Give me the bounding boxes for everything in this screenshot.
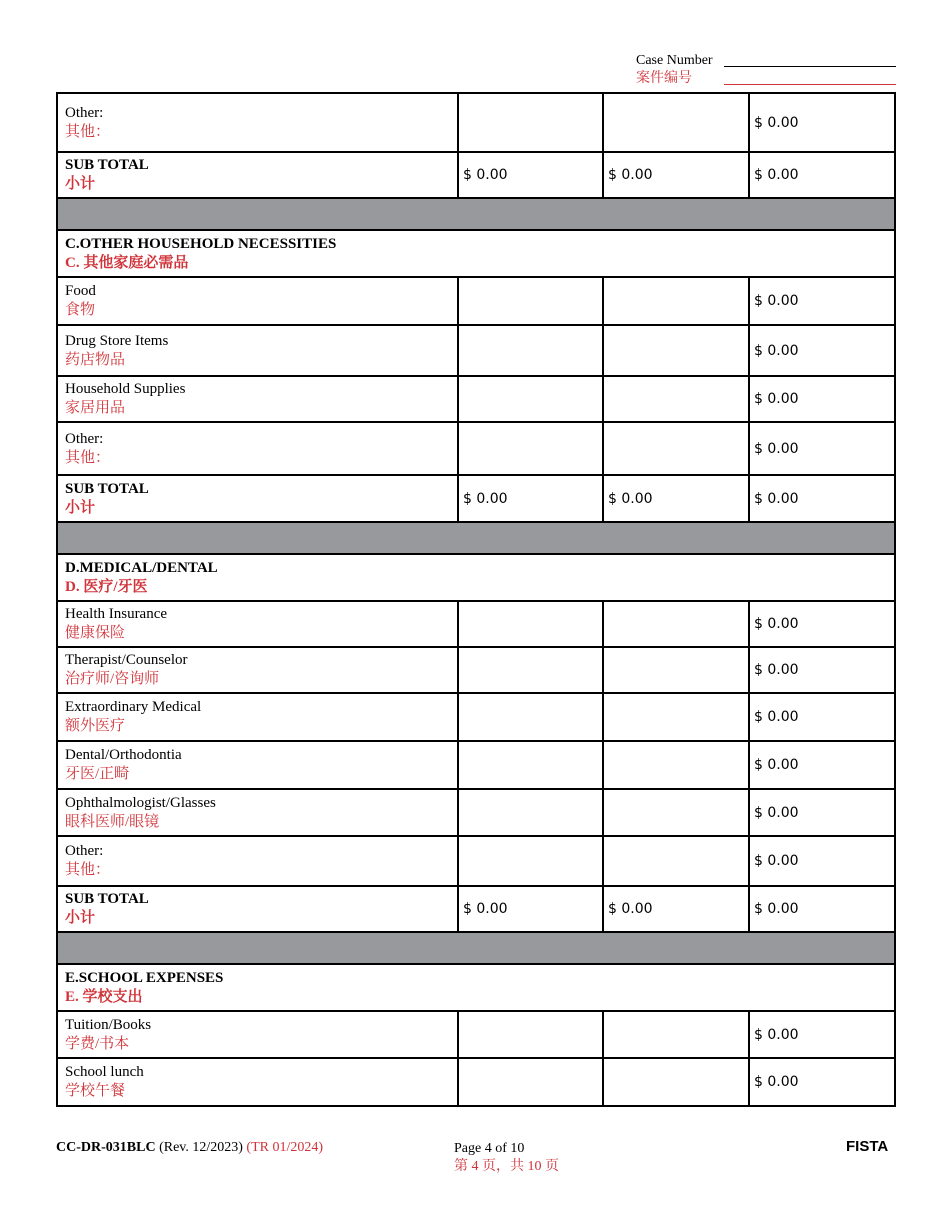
row-label: [57, 789, 458, 836]
label-en: Dental/Orthodontia: [65, 747, 182, 763]
label-en: Food: [65, 283, 96, 299]
amount-cell-3[interactable]: $ 0.00: [749, 475, 895, 522]
label-en: E.SCHOOL EXPENSES: [65, 969, 224, 986]
row-label: [57, 152, 458, 198]
label-zh: 其他：: [65, 862, 111, 878]
label-en: SUB TOTAL: [65, 157, 149, 173]
label-zh: 其他：: [65, 123, 111, 140]
section-header-row: [57, 964, 895, 1011]
amount-cell-1[interactable]: $ 0.00: [458, 886, 603, 932]
brand-label: FISTA: [846, 1138, 889, 1155]
label-en: Tuition/Books: [65, 1016, 152, 1033]
amount-cell-1[interactable]: $ 0.00: [458, 475, 603, 522]
divider-cell: [57, 522, 895, 554]
amount-cell-3[interactable]: $ 0.00: [749, 1058, 895, 1106]
case-number-field-zh[interactable]: [724, 70, 896, 85]
amount-cell-3[interactable]: $ 0.00: [749, 601, 895, 647]
label-en: Drug Store Items: [65, 332, 169, 349]
row-label: [57, 554, 895, 601]
label-zh: 其他：: [65, 449, 111, 466]
amount-cell-2[interactable]: [603, 741, 749, 789]
label-en: D.MEDICAL/DENTAL: [65, 559, 218, 576]
row-label: [57, 693, 458, 741]
label-en: Other:: [65, 104, 104, 121]
label-zh: 学校午餐: [65, 1083, 126, 1099]
subtotal-row: [57, 152, 895, 198]
page-number-en: Page 4 of 10: [454, 1141, 525, 1156]
amount-cell-3[interactable]: $ 0.00: [749, 1011, 895, 1058]
row-label: [57, 93, 458, 152]
row-label: [57, 1058, 458, 1106]
label-en: Household Supplies: [65, 381, 186, 397]
label-zh: 药店物品: [65, 351, 126, 368]
row-label: [57, 741, 458, 789]
amount-cell-1[interactable]: $ 0.00: [458, 152, 603, 198]
case-number-block: [636, 52, 896, 88]
label-zh: 健康保险: [65, 625, 126, 641]
row-label: [57, 647, 458, 693]
label-zh: 治疗师/咨询师: [65, 671, 160, 687]
expense-table: [56, 92, 896, 1107]
label-en: Health Insurance: [65, 606, 168, 622]
amount-cell-3[interactable]: $ 0.00: [749, 93, 895, 152]
amount-cell-3[interactable]: $ 0.00: [749, 325, 895, 376]
amount-cell-3[interactable]: $ 0.00: [749, 647, 895, 693]
label-en: Extraordinary Medical: [65, 699, 202, 715]
case-number-label: Case Number: [636, 53, 713, 68]
amount-cell-2[interactable]: $ 0.00: [603, 886, 749, 932]
amount-cell-3[interactable]: $ 0.00: [749, 836, 895, 886]
label-en: Ophthalmologist/Glasses: [65, 794, 216, 811]
amount-cell-1[interactable]: [458, 1011, 603, 1058]
amount-cell-2[interactable]: [603, 93, 749, 152]
expense-row: [57, 93, 895, 152]
label-zh: 牙医/正畸: [65, 766, 130, 782]
label-zh: E. 学校支出: [65, 988, 143, 1005]
amount-cell-1[interactable]: [458, 325, 603, 376]
label-zh: 小计: [65, 910, 96, 926]
amount-cell-1[interactable]: [458, 1058, 603, 1106]
amount-cell-2[interactable]: [603, 376, 749, 422]
row-label: [57, 230, 895, 277]
expense-row: [57, 1011, 895, 1058]
amount-cell-1[interactable]: [458, 789, 603, 836]
amount-cell-2[interactable]: [603, 1011, 749, 1058]
amount-cell-3[interactable]: $ 0.00: [749, 422, 895, 475]
row-label: [57, 836, 458, 886]
section-divider: [57, 198, 895, 230]
expense-row: [57, 693, 895, 741]
divider-cell: [57, 932, 895, 964]
subtotal-row: [57, 475, 895, 522]
amount-cell-1[interactable]: [458, 93, 603, 152]
label-en: School lunch: [65, 1064, 144, 1080]
expense-row: [57, 325, 895, 376]
label-zh: 学费/书本: [65, 1035, 130, 1052]
amount-cell-3[interactable]: $ 0.00: [749, 789, 895, 836]
label-en: Other:: [65, 843, 104, 859]
expense-row: [57, 789, 895, 836]
amount-cell-2[interactable]: [603, 693, 749, 741]
case-number-label-zh: 案件编号: [636, 71, 692, 86]
case-number-field[interactable]: [724, 52, 896, 67]
row-label: [57, 964, 895, 1011]
form-translation-rev: (TR 01/2024): [246, 1140, 324, 1155]
amount-cell-2[interactable]: [603, 836, 749, 886]
amount-cell-3[interactable]: $ 0.00: [749, 376, 895, 422]
row-label: [57, 376, 458, 422]
label-en: SUB TOTAL: [65, 480, 149, 497]
expense-row: [57, 422, 895, 475]
expense-row: [57, 836, 895, 886]
expense-row: [57, 376, 895, 422]
amount-cell-3[interactable]: $ 0.00: [749, 277, 895, 325]
section-divider: [57, 932, 895, 964]
expense-row: [57, 277, 895, 325]
label-zh: 家居用品: [65, 400, 126, 416]
amount-cell-1[interactable]: [458, 422, 603, 475]
label-zh: 眼科医师/眼镜: [65, 813, 160, 830]
label-zh: 小计: [65, 176, 96, 192]
amount-cell-2[interactable]: [603, 789, 749, 836]
row-label: [57, 601, 458, 647]
page-number: [454, 1140, 559, 1176]
amount-cell-1[interactable]: [458, 647, 603, 693]
amount-cell-3[interactable]: $ 0.00: [749, 152, 895, 198]
row-label: [57, 886, 458, 932]
divider-cell: [57, 198, 895, 230]
page-number-zh: 第 4 页，共 10 页: [454, 1159, 559, 1174]
amount-cell-1[interactable]: [458, 376, 603, 422]
amount-cell-3[interactable]: $ 0.00: [749, 693, 895, 741]
amount-cell-2[interactable]: [603, 277, 749, 325]
row-label: [57, 422, 458, 475]
amount-cell-1[interactable]: [458, 277, 603, 325]
label-en: SUB TOTAL: [65, 891, 149, 907]
amount-cell-2[interactable]: [603, 1058, 749, 1106]
amount-cell-3[interactable]: $ 0.00: [749, 741, 895, 789]
row-label: [57, 475, 458, 522]
section-header-row: [57, 230, 895, 277]
section-header-row: [57, 554, 895, 601]
amount-cell-1[interactable]: [458, 836, 603, 886]
section-divider: [57, 522, 895, 554]
label-en: C.OTHER HOUSEHOLD NECESSITIES: [65, 235, 337, 252]
amount-cell-2[interactable]: [603, 325, 749, 376]
expense-row: [57, 741, 895, 789]
amount-cell-2[interactable]: [603, 422, 749, 475]
form-revision: (Rev. 12/2023): [159, 1140, 243, 1155]
label-zh: D. 医疗/牙医: [65, 578, 148, 595]
amount-cell-2[interactable]: [603, 601, 749, 647]
label-zh: 食物: [65, 302, 96, 318]
amount-cell-3[interactable]: $ 0.00: [749, 886, 895, 932]
form-id: [56, 1140, 323, 1156]
label-zh: 小计: [65, 499, 96, 516]
amount-cell-2[interactable]: $ 0.00: [603, 475, 749, 522]
expense-row: [57, 647, 895, 693]
row-label: [57, 277, 458, 325]
label-zh: C. 其他家庭必需品: [65, 254, 189, 271]
row-label: [57, 1011, 458, 1058]
amount-cell-2[interactable]: [603, 647, 749, 693]
expense-row: [57, 1058, 895, 1106]
amount-cell-1[interactable]: [458, 601, 603, 647]
label-zh: 额外医疗: [65, 718, 126, 734]
subtotal-row: [57, 886, 895, 932]
form-number: CC-DR-031BLC: [56, 1140, 156, 1155]
label-en: Therapist/Counselor: [65, 652, 188, 668]
amount-cell-2[interactable]: $ 0.00: [603, 152, 749, 198]
label-en: Other:: [65, 430, 104, 447]
amount-cell-1[interactable]: [458, 693, 603, 741]
expense-row: [57, 601, 895, 647]
amount-cell-1[interactable]: [458, 741, 603, 789]
row-label: [57, 325, 458, 376]
